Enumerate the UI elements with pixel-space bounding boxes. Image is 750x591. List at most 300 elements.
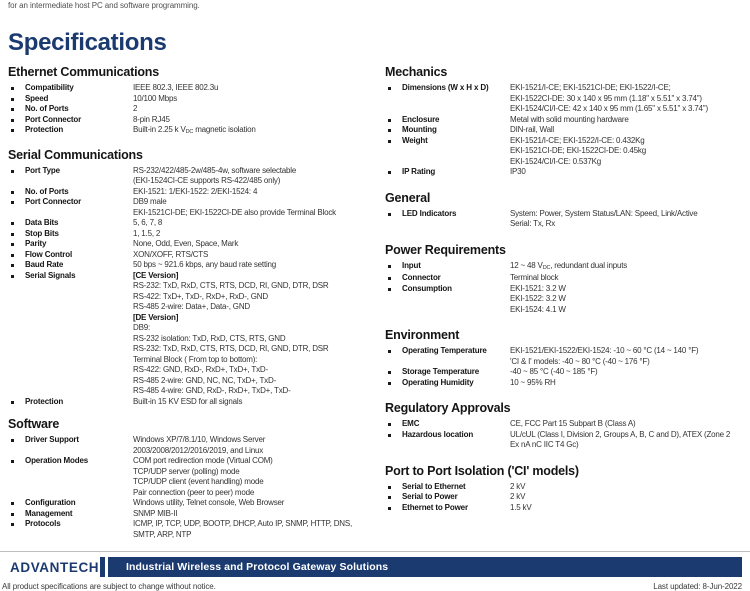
spec-value-line [510,482,744,493]
spec-label: Management [25,508,73,518]
bullet-icon [11,129,14,132]
spec-value-text: [DE Version] [133,312,179,322]
spec-label: Input [402,260,421,270]
spec-row [8,260,385,271]
spec-row [8,104,385,115]
spec-row [8,187,385,198]
spec-columns [0,65,750,550]
spec-label: Serial Signals [25,270,76,280]
spec-value-text: COM port redirection mode (Virtual COM) [133,456,273,465]
bullet-icon [388,486,391,489]
spec-value [133,260,385,271]
spec-value-line [133,218,385,229]
spec-label: Protection [25,125,64,134]
spec-value-line [133,83,385,94]
section-heading: Port to Port Isolation ('CI' models) [385,463,579,478]
spec-value-text: DIN-rail, Wall [510,125,555,134]
spec-value-line [133,488,385,499]
spec-value-text: CE, FCC Part 15 Subpart B (Class A) [510,419,636,428]
spec-row [385,261,744,274]
page-title: Specifications [8,29,167,56]
spec-value-line [510,209,744,220]
spec-row [385,503,744,514]
spec-value [133,519,385,540]
spec-value-line [510,492,744,503]
spec-value-line [510,125,744,136]
spec-row [8,115,385,126]
spec-row [8,83,385,94]
spec-value-text: 50 bps ~ 921.6 kbps, any baud rate setting [133,260,277,269]
section-heading: Environment [385,328,460,342]
bullet-icon [388,140,391,143]
spec-value-text: RS-232: TxD, RxD, CTS, RTS, DCD, RI, GND, DTR, DSR [133,281,329,290]
spec-value-line [133,376,385,387]
spec-value-text: Windows XP/7/8.1/10, Windows Server [133,435,266,444]
spec-value-text: 10/100 Mbps [133,93,178,103]
spec-value-line [510,440,744,451]
spec-value-text: 2 kV [510,481,526,491]
bullet-icon [388,382,391,385]
spec-value-text: EKI-1524/CI/I-CE: 0.537Kg [510,156,602,166]
spec-value-line [510,136,744,147]
bullet-icon [388,129,391,132]
spec-row [385,419,744,430]
spec-value-text: EKI-1522CI-DE: 30 x 140 x 95 mm (1.18" x 5.51" x 3.74") [510,93,702,103]
spec-label: Speed [25,93,49,103]
bullet-icon [11,401,14,404]
spec-row [385,83,744,115]
spec-label: Configuration [25,498,76,507]
spec-value-line [133,323,385,334]
spec-value-line [133,187,385,198]
spec-row [385,167,744,178]
last-updated: Last updated: 8-Jun-2022 [653,582,742,591]
bullet-icon [388,434,391,437]
spec-label: LED Indicators [402,208,457,218]
spec-value-text: EKI-1521/I-CE; EKI-1522/I-CE: 0.432Kg [510,135,645,145]
spec-label: Parity [25,239,47,248]
spec-row [385,115,744,126]
spec-section [385,65,744,178]
spec-row [8,397,385,408]
spec-value-line [133,365,385,376]
spec-value-text: RS-422: GND, RxD-, RxD+, TxD+, TxD- [133,365,268,374]
spec-value-line [510,305,744,316]
spec-value-line [510,430,744,441]
spec-value-line [133,166,385,177]
spec-value [133,509,385,520]
spec-value-text: RS-485 2-wire: Data+, Data-, GND [133,302,250,311]
spec-value-text: EKI-1521CI-DE; EKI-1522CI-DE: 0.45kg [510,146,646,155]
spec-value-line [510,261,744,274]
spec-value-text: 'CI & I' models: -40 ~ 80 °C (-40 ~ 176 °F) [510,356,650,366]
spec-value-line [510,503,744,514]
spec-value [510,83,744,115]
spec-section [385,464,744,514]
spec-row [8,229,385,240]
section-heading: Ethernet Communications [8,65,159,79]
spec-value-text: DC [185,129,194,135]
section-heading: General [385,190,431,205]
bullet-icon [388,288,391,291]
spec-label: Operation Modes [25,456,89,465]
spec-value-line [133,104,385,115]
spec-value-line [133,197,385,208]
spec-value-text: UL/cUL (Class I, Division 2, Groups A, B, C and D), ATEX (Zone 2 [510,429,731,439]
bullet-icon [388,371,391,374]
spec-value-text: DB9: [133,323,150,332]
spec-label: No. of Ports [25,186,69,196]
spec-row [385,378,744,389]
spec-label: No. of Ports [25,104,69,113]
spec-label: Operating Temperature [402,346,487,355]
spec-value-line [133,386,385,397]
bullet-icon [388,350,391,353]
spec-value-text: RS-232 isolation: TxD, RxD, CTS, RTS, GND [133,333,286,343]
section-heading: Serial Communications [8,147,143,162]
spec-value [510,273,744,284]
spec-value-line [133,94,385,105]
spec-label: Weight [402,135,428,145]
spec-label: Ethernet to Power [402,502,468,512]
spec-value-line [510,219,744,230]
spec-value-text: EKI-1521: 1/EKI-1522: 2/EKI-1524: 4 [133,186,258,196]
spec-value-text: Serial: Tx, Rx [510,219,556,228]
spec-value-text: magnetic isolation [193,125,256,134]
spec-value-text: 12 ~ 48 V [510,260,543,270]
spec-value [510,346,744,367]
spec-value-line [510,294,744,305]
spec-section [385,243,744,316]
spec-value-text: DB9 male [133,197,167,206]
spec-row [8,456,385,498]
spec-label: Protection [25,396,64,406]
spec-value-text: EKI-1524/CI/I-CE: 42 x 140 x 95 mm (1.65" x 5.51" x 3.74") [510,104,708,113]
spec-row [8,498,385,509]
bullet-icon [11,98,14,101]
spec-value-line [133,302,385,313]
spec-label: Hazardous location [402,429,474,439]
spec-value [133,397,385,408]
spec-value-line [133,530,385,541]
spec-value-line [133,435,385,446]
spec-label: EMC [402,419,420,428]
spec-value-line [510,167,744,178]
spec-value-text: XON/XOFF, RTS/CTS [133,249,209,259]
section-heading: Power Requirements [385,242,506,257]
spec-value-line [510,284,744,295]
bullet-icon [11,264,14,267]
spec-value-text: 2 [133,104,138,113]
spec-value [133,83,385,94]
footer-brand-row [10,557,742,577]
spec-column-right [385,65,750,550]
spec-row [8,125,385,138]
spec-label: Consumption [402,283,452,293]
spec-value [133,498,385,509]
spec-value [133,239,385,250]
bullet-icon [388,171,391,174]
spec-value-line [133,355,385,366]
spec-value-text: Pair connection (peer to peer) mode [133,487,255,497]
spec-value-text: RS-422: TxD+, TxD-, RxD+, RxD-, GND [133,291,268,301]
spec-value-text: , redundant dual inputs [550,260,628,270]
spec-row [8,519,385,540]
spec-row [385,346,744,367]
spec-value-line [510,83,744,94]
spec-value [133,94,385,105]
spec-value-line [133,229,385,240]
spec-value-line [133,239,385,250]
spec-value-text: 2003/2008/2012/2016/2019, and Linux [133,445,264,455]
spec-value-text: RS-485 4-wire: GND, RxD-, RxD+, TxD+, TxD- [133,386,291,395]
spec-section [8,148,385,408]
spec-value-line [510,367,744,378]
spec-value-line [510,146,744,157]
spec-value-line [133,208,385,219]
spec-label: Enclosure [402,114,440,124]
spec-row [8,218,385,229]
spec-row [385,136,744,168]
spec-section [385,401,744,451]
spec-value [133,229,385,240]
spec-value-text: -40 ~ 85 °C (-40 ~ 185 °F) [510,367,598,376]
spec-value-text: Built-in 2.25 k V [133,125,186,134]
spec-value-line [133,344,385,355]
spec-value-line [133,509,385,520]
spec-value-text: 1.5 kV [510,502,532,512]
spec-row [8,94,385,105]
spec-value [510,419,744,430]
spec-row [8,197,385,218]
bullet-icon [388,87,391,90]
spec-label: Protocols [25,519,61,528]
bullet-icon [11,170,14,173]
spec-value-text: System: Power, System Status/LAN: Speed, Link/Active [510,208,698,218]
advantech-logo: ADVANTECH [10,559,100,575]
spec-label: Serial to Power [402,492,458,501]
bullet-icon [11,460,14,463]
spec-value-text: TCP/UDP server (polling) mode [133,466,240,476]
spec-value-line [133,477,385,488]
spec-value-text: IEEE 802.3, IEEE 802.3u [133,83,219,92]
spec-value-line [133,397,385,408]
spec-value-text: TCP/UDP client (event handling) mode [133,477,264,486]
spec-value [133,125,385,138]
spec-value-text: IP30 [510,167,526,176]
spec-value [133,218,385,229]
spec-value-line [133,292,385,303]
bullet-icon [11,243,14,246]
spec-value-line [133,115,385,126]
spec-value-line [133,271,385,282]
spec-value [510,209,744,230]
spec-label: Data Bits [25,218,59,227]
spec-value-text: EKI-1524: 4.1 W [510,304,566,314]
spec-value-line [510,94,744,105]
spec-value-line [133,467,385,478]
spec-value-line [133,456,385,467]
spec-value-text: Terminal Block ( From top to bottom): [133,354,258,364]
spec-value-text: RS-485 2-wire: GND, NC, NC, TxD+, TxD- [133,375,277,385]
spec-value-line [133,260,385,271]
spec-value [510,125,744,136]
spec-label: Driver Support [25,435,79,444]
spec-value [510,136,744,168]
spec-value [510,261,744,274]
spec-value-line [133,446,385,457]
spec-value-text: Metal with solid mounting hardware [510,114,629,124]
spec-value [510,378,744,389]
spec-value-line [510,115,744,126]
spec-value-line [133,250,385,261]
spec-value-line [510,346,744,357]
spec-label: Mounting [402,125,437,134]
logo-banner-separator [100,557,105,577]
bullet-icon [388,496,391,499]
spec-value [510,167,744,178]
spec-label: Port Connector [25,114,82,124]
spec-value-text: EKI-1521/EKI-1522/EKI-1524: -10 ~ 60 °C (14 ~ 140 °F) [510,346,699,355]
bullet-icon [388,507,391,510]
spec-label: Serial to Ethernet [402,481,466,491]
spec-value [510,503,744,514]
intro-text: for an intermediate host PC and software programming. [8,1,200,10]
spec-label: Storage Temperature [402,367,480,376]
spec-value [133,250,385,261]
spec-label: Baud Rate [25,260,64,269]
spec-row [8,509,385,520]
spec-section [385,191,744,230]
bullet-icon [11,108,14,111]
spec-value-text: Ex nA nC IIC T4 Gc) [510,440,579,449]
bullet-icon [388,213,391,216]
spec-value-text: 8-pin RJ45 [133,114,170,124]
spec-value-text: ICMP, IP, TCP, UDP, BOOTP, DHCP, Auto IP, SNMP, HTTP, DNS, [133,519,353,528]
spec-label: Operating Humidity [402,377,474,387]
spec-label: Port Connector [25,197,82,206]
spec-value-line [510,157,744,168]
spec-value-text: RS-232/422/485-2w/485-4w, software selectable [133,165,297,175]
spec-value-text: 2 kV [510,492,526,501]
spec-row [385,209,744,230]
section-heading: Regulatory Approvals [385,401,511,415]
spec-value [510,492,744,503]
spec-value [133,271,385,397]
spec-value [133,104,385,115]
spec-value-text: 1, 1.5, 2 [133,228,161,238]
bullet-icon [11,201,14,204]
bullet-icon [11,439,14,442]
spec-value [133,166,385,187]
spec-value-text: (EKI-1524CI-CE supports RS-422/485 only) [133,176,281,185]
spec-value-line [133,313,385,324]
spec-value-line [133,125,385,138]
spec-row [8,166,385,187]
spec-value-line [510,104,744,115]
footer-divider [0,551,750,552]
bullet-icon [388,423,391,426]
bullet-icon [388,119,391,122]
spec-row [385,284,744,316]
footer-note-row [2,582,742,591]
bullet-icon [11,222,14,225]
bullet-icon [11,523,14,526]
spec-value [510,284,744,316]
spec-row [8,239,385,250]
spec-row [385,482,744,493]
footer-banner [108,557,742,577]
section-heading: Software [8,417,60,431]
spec-column-left [8,65,385,550]
banner-title: Industrial Wireless and Protocol Gateway Solutions [126,561,389,573]
spec-label: Compatibility [25,83,74,92]
bullet-icon [11,513,14,516]
spec-value-line [510,357,744,368]
section-heading: Mechanics [385,65,448,79]
spec-row [8,250,385,261]
spec-value-text: EKI-1521CI-DE; EKI-1522CI-DE also provide Terminal Block [133,207,336,217]
spec-value-text: SNMP MIB-II [133,508,178,518]
spec-value-line [510,378,744,389]
spec-row [8,435,385,456]
spec-value [133,187,385,198]
spec-value-text: None, Odd, Even, Space, Mark [133,239,239,248]
bullet-icon [11,119,14,122]
page-footer [0,551,750,591]
spec-value [133,456,385,498]
bullet-icon [11,502,14,505]
bullet-icon [388,277,391,280]
spec-value-line [133,498,385,509]
spec-label: Port Type [25,165,60,175]
spec-value-line [133,176,385,187]
spec-value [133,197,385,218]
spec-section [8,417,385,540]
footer-note: All product specifications are subject to change without notice. [2,582,216,591]
spec-value-line [133,519,385,530]
spec-value-text: EKI-1521: 3.2 W [510,283,566,293]
spec-value-text: 5, 6, 7, 8 [133,218,163,227]
spec-label: Stop Bits [25,228,59,238]
spec-value-text: RS-232: TxD, RxD, CTS, RTS, DCD, RI, GND, DTR, DSR [133,344,329,353]
bullet-icon [11,233,14,236]
spec-value [510,115,744,126]
spec-value-line [133,334,385,345]
bullet-icon [11,275,14,278]
spec-value-line [133,281,385,292]
spec-value-text: EKI-1521/I-CE; EKI-1521CI-DE; EKI-1522/I-CE; [510,83,671,92]
spec-row [385,492,744,503]
spec-row [8,271,385,397]
spec-row [385,430,744,451]
spec-value-text: 10 ~ 95% RH [510,377,556,387]
spec-section [8,65,385,138]
spec-value [133,115,385,126]
bullet-icon [11,254,14,257]
spec-row [385,125,744,136]
spec-value-text: EKI-1522: 3.2 W [510,294,566,303]
spec-value [510,430,744,451]
spec-value-text: DC [542,264,551,271]
spec-value [133,435,385,456]
spec-value [510,482,744,493]
spec-label: Dimensions (W x H x D) [402,83,489,92]
spec-value-line [510,273,744,284]
spec-label: Connector [402,273,441,282]
spec-value-line [510,419,744,430]
spec-value-text: Built-in 15 KV ESD for all signals [133,396,243,406]
